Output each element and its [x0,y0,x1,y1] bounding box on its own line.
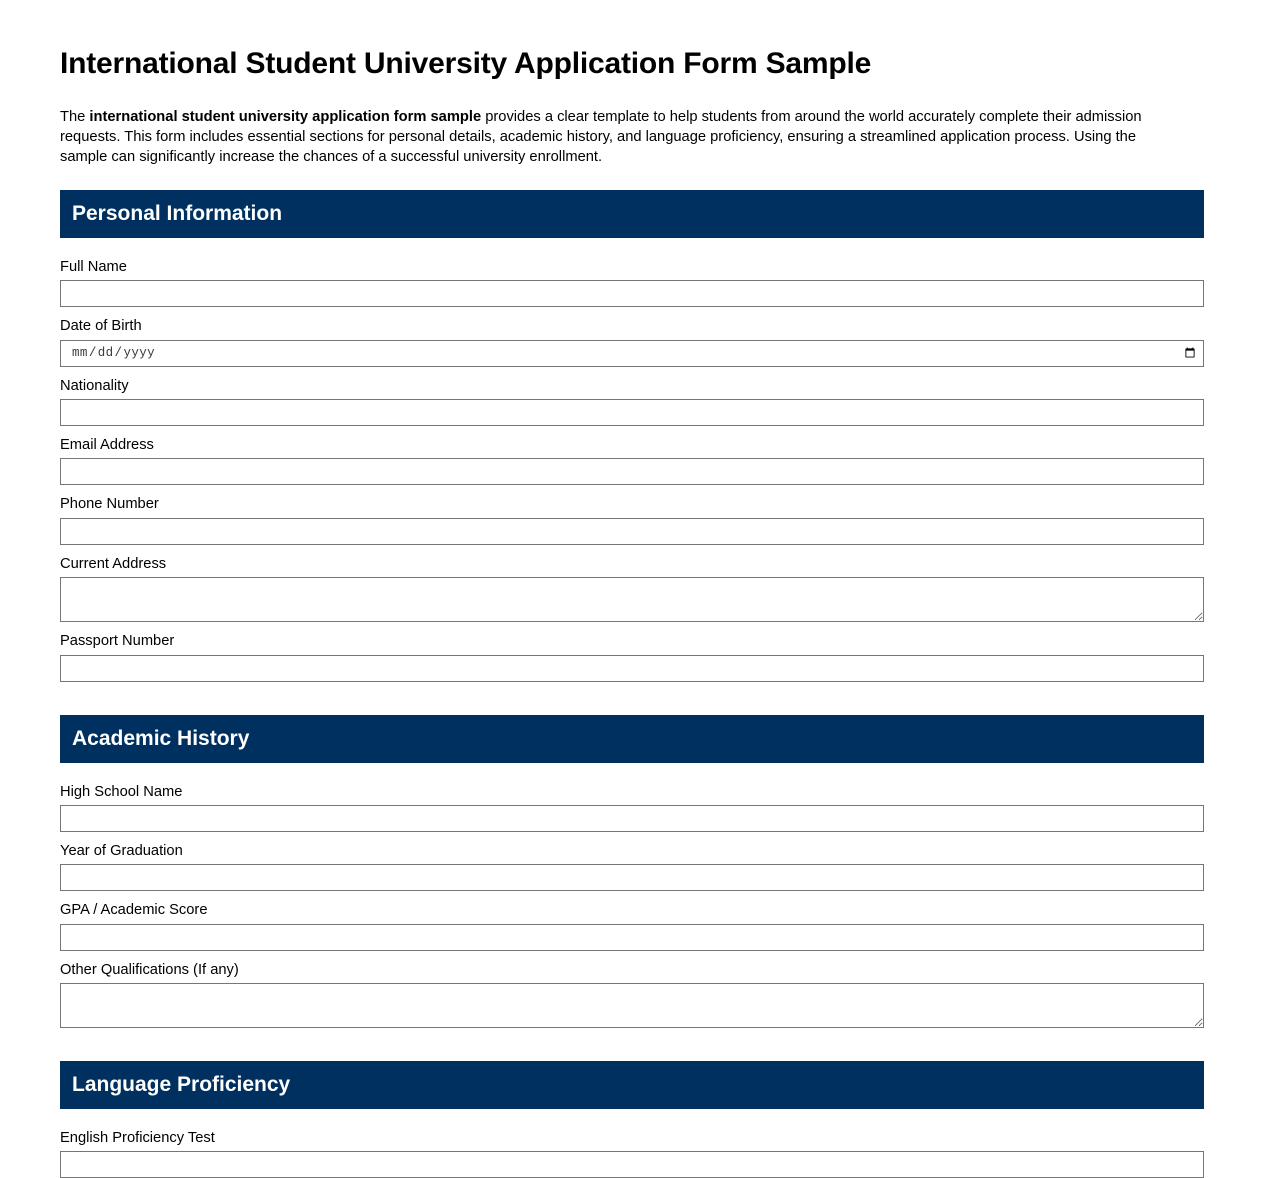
passport-number-input[interactable] [60,655,1204,682]
date-of-birth-wrapper [60,340,1204,367]
intro-text-before: The [60,109,90,125]
section-header-personal-information: Personal Information [60,190,1204,238]
other-qualifications-textarea[interactable] [60,983,1204,1028]
label-current-address: Current Address [60,555,167,572]
field-high-school-name [60,783,1203,832]
field-other-qualifications [60,961,1203,1028]
phone-number-input[interactable] [60,518,1204,545]
field-passport-number [60,632,1203,681]
label-high-school-name: High School Name [60,783,183,800]
section-language-proficiency [60,1061,1203,1178]
field-full-name [60,258,1203,307]
gpa-academic-score-input[interactable] [60,924,1204,951]
nationality-input[interactable] [60,399,1204,426]
label-email-address: Email Address [60,437,154,454]
year-of-graduation-input[interactable] [60,864,1204,891]
label-other-qualifications: Other Qualifications (If any) [60,961,239,978]
full-name-input[interactable] [60,280,1204,307]
field-email-address [60,436,1203,485]
label-nationality: Nationality [60,377,129,394]
field-date-of-birth [60,317,1203,366]
section-header-academic-history: Academic History [60,715,1204,763]
field-english-proficiency-test [60,1129,1203,1178]
label-phone-number: Phone Number [60,496,159,513]
email-address-input[interactable] [60,458,1204,485]
english-proficiency-test-input[interactable] [60,1151,1204,1178]
label-passport-number: Passport Number [60,633,175,650]
intro-text-bold: international student university application form sample [89,109,482,125]
field-current-address [60,555,1203,622]
field-year-of-graduation [60,842,1203,891]
intro-paragraph [60,108,1175,168]
section-academic-history [60,715,1203,1029]
field-phone-number [60,495,1203,544]
current-address-textarea[interactable] [60,577,1204,622]
field-gpa-academic-score [60,901,1203,950]
label-full-name: Full Name [60,258,127,275]
date-of-birth-input[interactable] [60,340,1204,367]
label-year-of-graduation: Year of Graduation [60,842,183,859]
section-header-language-proficiency: Language Proficiency [60,1061,1204,1109]
intro-text-after: provides a clear template to help students from around the world accurately complete their admission requests. This form includes essential sections for personal details, academic history, and language proficiency, ensuring a streamlined application process. Using the sample can significantly increase the chances of a successful university enrollment. [60,109,1142,165]
label-gpa-academic-score: GPA / Academic Score [60,902,208,919]
form-sections [60,190,1203,1178]
field-nationality [60,377,1203,426]
section-personal-information [60,190,1203,682]
page-title: International Student University Application Form Sample [60,47,872,80]
label-date-of-birth: Date of Birth [60,318,142,335]
label-english-proficiency-test: English Proficiency Test [60,1130,215,1147]
high-school-name-input[interactable] [60,805,1204,832]
